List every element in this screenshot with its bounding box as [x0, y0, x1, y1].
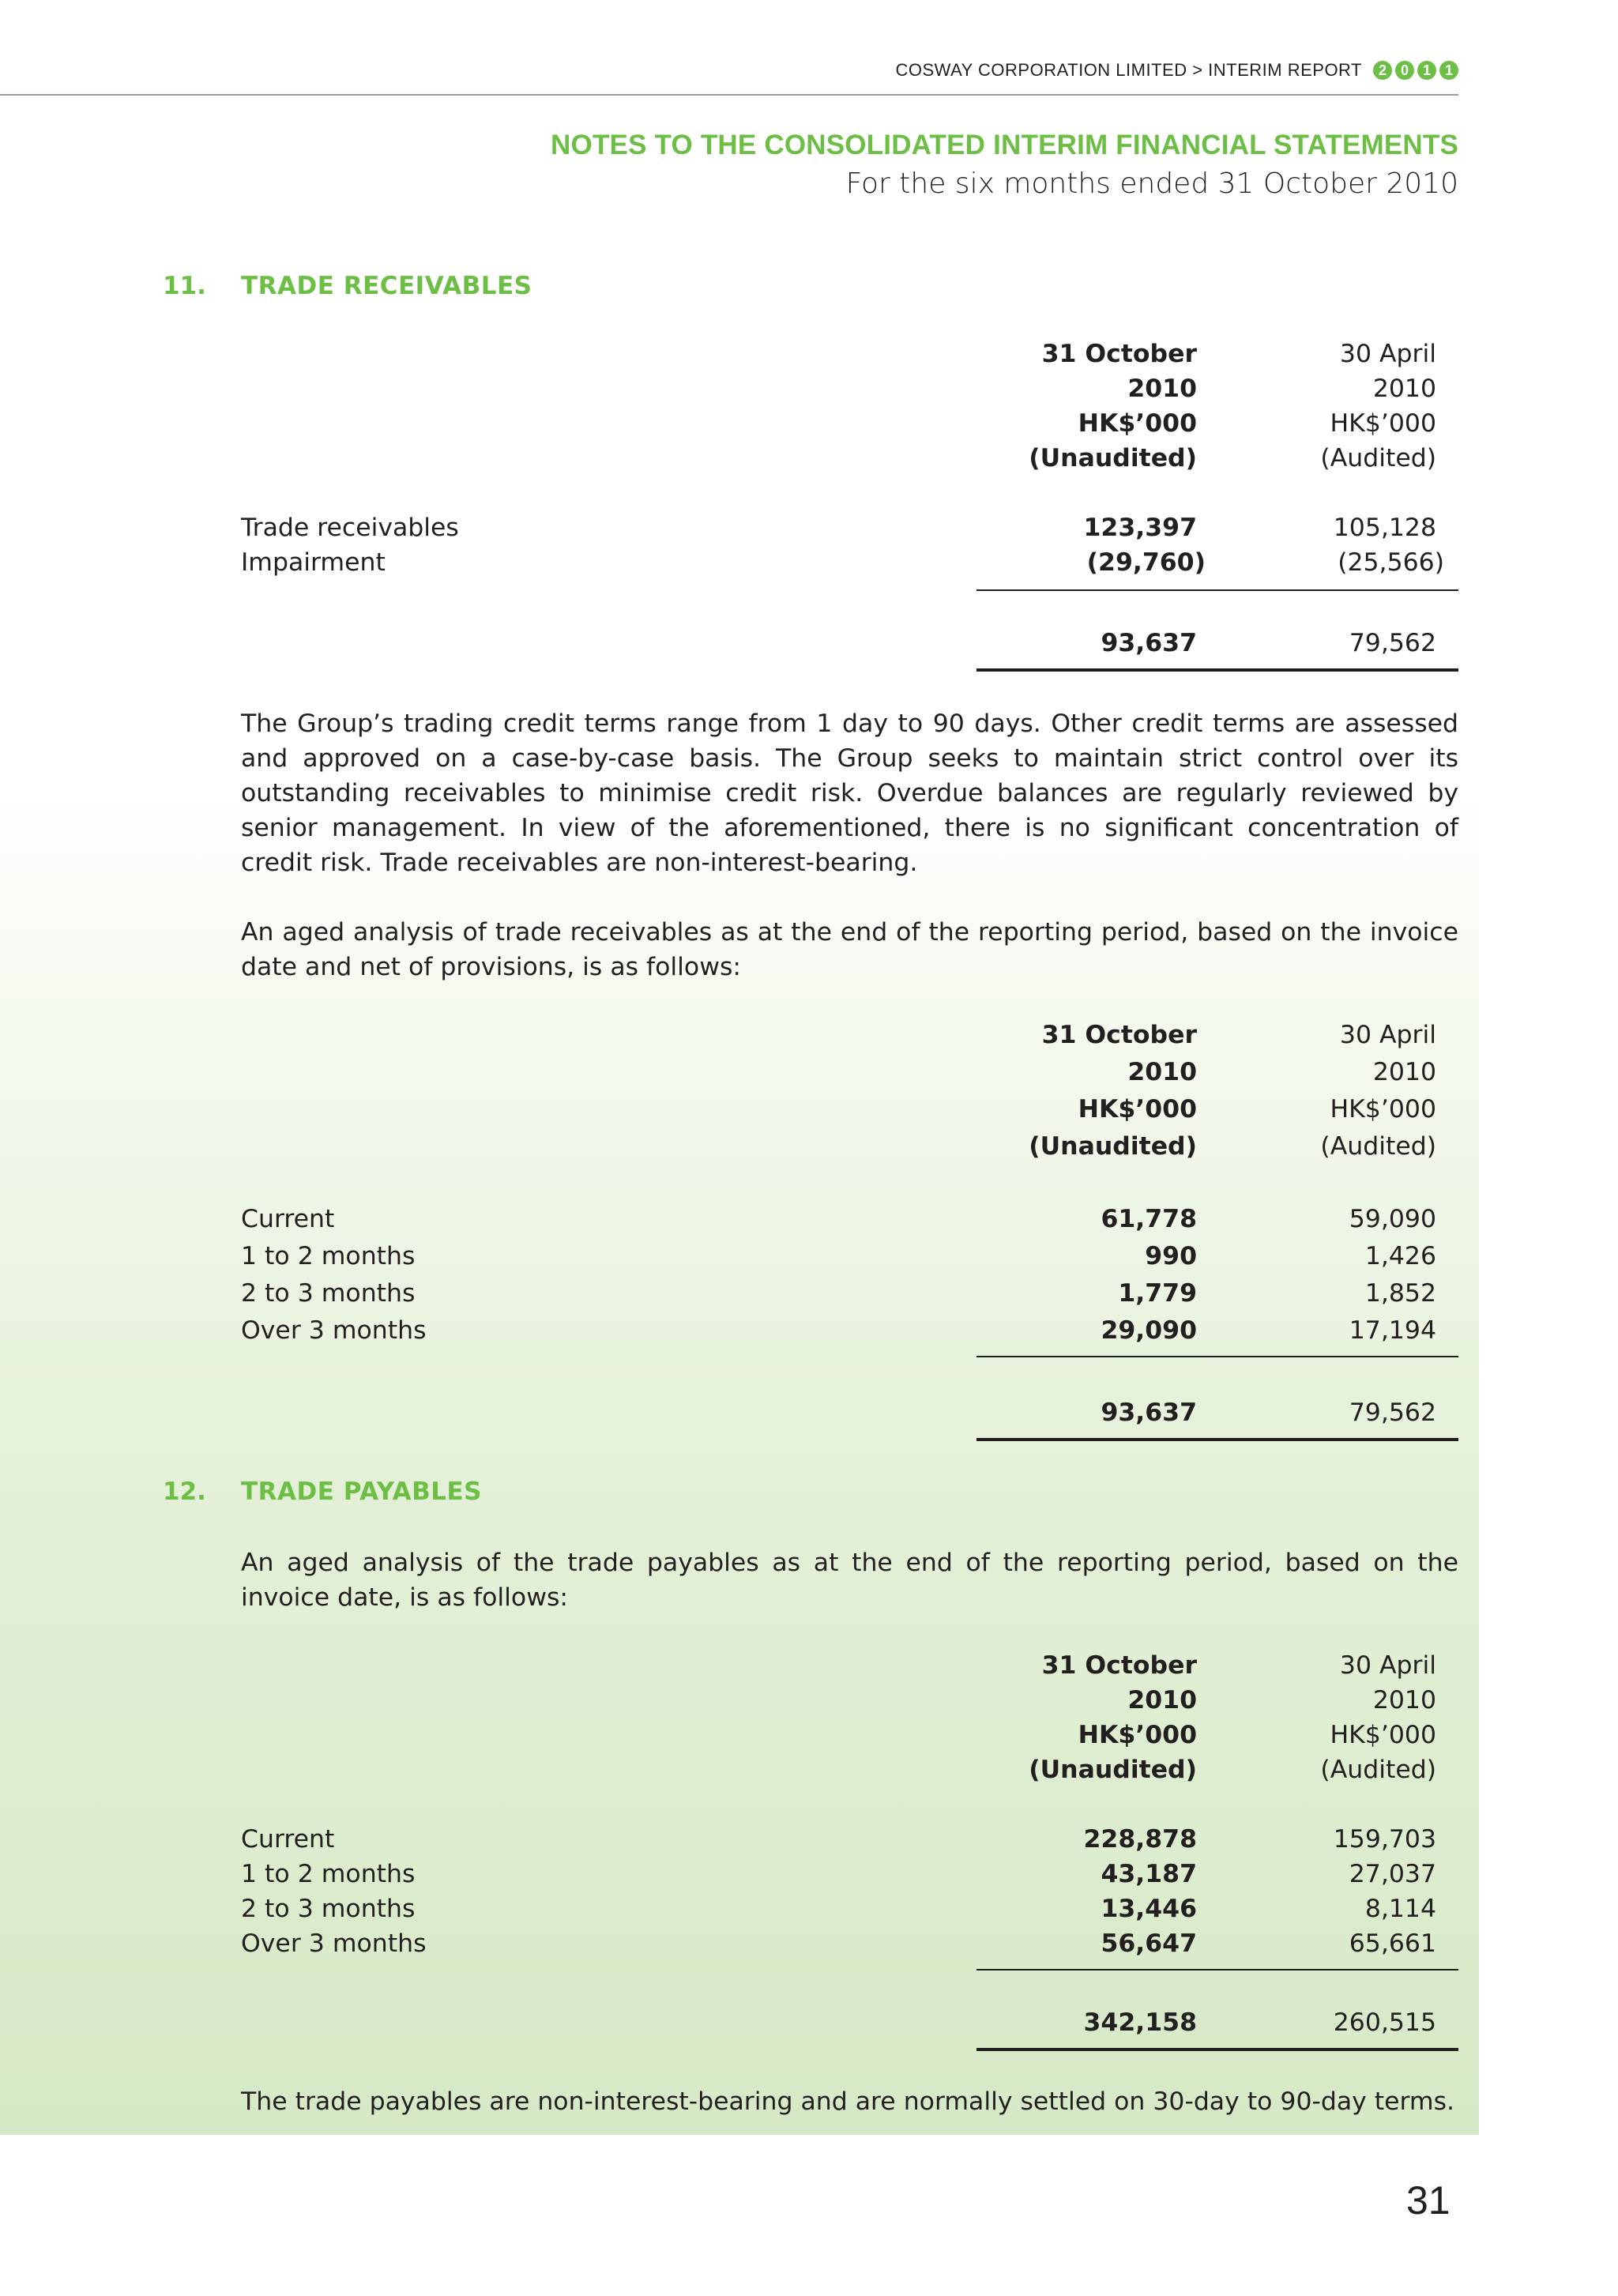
col2-header: (Audited) — [1320, 1132, 1436, 1161]
year-digit-badge: 2 — [1373, 61, 1392, 80]
table-header-row — [241, 1058, 1458, 1093]
year-digit-badge: 1 — [1417, 61, 1436, 80]
table-total-row — [241, 629, 1458, 664]
paragraph: An aged analysis of trade receivables as at the end of the reporting period, based on the invoice date and net of provisions, is as follows: — [241, 918, 1458, 981]
header-rule — [0, 94, 1458, 96]
col1-header: 2010 — [1127, 1686, 1197, 1714]
total-col2: 79,562 — [1349, 1398, 1436, 1427]
total-col1: 342,158 — [1083, 2008, 1197, 2037]
col1-header: 31 October — [1041, 340, 1197, 368]
col1-header: 31 October — [1041, 1021, 1197, 1049]
row-label: Trade receivables — [241, 514, 459, 542]
col1-header: HK$’000 — [1078, 409, 1197, 438]
note-11-number: 11. — [163, 272, 206, 300]
row-value-col2: 159,703 — [1333, 1825, 1436, 1854]
col1-header: (Unaudited) — [1029, 1756, 1197, 1784]
table-row — [241, 1205, 1458, 1240]
paragraph: The Group’s trading credit terms range from 1 day to 90 days. Other credit terms are assessed and approved on a case-by-case basis. The Group seeks to maintain strict control over its outstanding receivables to minimise credit risk. Overdue balances are regularly reviewed by senior management. In view of the aforementioned, there is no significant concentration of credit risk. Trade receivables are non-interest-bearing. — [241, 710, 1458, 877]
row-value-col2: 27,037 — [1349, 1860, 1436, 1888]
row-label: 2 to 3 months — [241, 1895, 416, 1923]
page-number: 31 — [1406, 2178, 1451, 2223]
row-value-col1: 228,878 — [1083, 1825, 1197, 1854]
table-header-row — [241, 1132, 1458, 1167]
table-header-row — [241, 1756, 1458, 1790]
row-value-col2: 1,852 — [1364, 1279, 1436, 1308]
row-value-col2: (25,566) — [1338, 548, 1444, 577]
row-label: Current — [241, 1205, 335, 1233]
col1-header: HK$’000 — [1078, 1095, 1197, 1124]
table-header-row — [241, 1721, 1458, 1756]
total-col2: 79,562 — [1349, 629, 1436, 657]
year-badges — [1373, 61, 1458, 80]
col2-header: HK$’000 — [1330, 409, 1436, 438]
col2-header: (Audited) — [1320, 1756, 1436, 1784]
paragraph: An aged analysis of the trade payables as at the end of the reporting period, based on the invoice date, is as follows: — [241, 1549, 1458, 1612]
col1-header: (Unaudited) — [1029, 444, 1197, 472]
table-header-row — [241, 340, 1458, 375]
total-col1: 93,637 — [1101, 629, 1197, 657]
row-value-col1: 43,187 — [1101, 1860, 1197, 1888]
row-value-col1: (29,760) — [1086, 548, 1206, 577]
running-header — [895, 60, 1458, 81]
paragraph: The trade payables are non-interest-bearing and are normally settled on 30-day to 90-day terms. — [241, 2087, 1455, 2116]
col2-header: (Audited) — [1320, 444, 1436, 472]
row-label: Current — [241, 1825, 335, 1854]
total-rule — [976, 2048, 1458, 2051]
row-label: Over 3 months — [241, 1929, 427, 1958]
subtotal-rule — [976, 589, 1458, 591]
col1-header: (Unaudited) — [1029, 1132, 1197, 1161]
table-row — [241, 1316, 1458, 1351]
table-row — [241, 1895, 1458, 1929]
col2-header: 30 April — [1339, 1021, 1436, 1049]
col1-header: 2010 — [1127, 375, 1197, 403]
row-value-col2: 8,114 — [1364, 1895, 1436, 1923]
col1-header: HK$’000 — [1078, 1721, 1197, 1749]
running-title: COSWAY CORPORATION LIMITED > INTERIM REPORT — [895, 60, 1362, 80]
table-total-row — [241, 1398, 1458, 1433]
row-label: 2 to 3 months — [241, 1279, 416, 1308]
table-header-row — [241, 1651, 1458, 1686]
table-row — [241, 1279, 1458, 1314]
row-value-col2: 59,090 — [1349, 1205, 1436, 1233]
table-header-row — [241, 409, 1458, 444]
total-rule — [976, 668, 1458, 672]
row-value-col2: 17,194 — [1349, 1316, 1436, 1345]
row-value-col2: 105,128 — [1333, 514, 1436, 542]
col1-header: 2010 — [1127, 1058, 1197, 1086]
col2-header: HK$’000 — [1330, 1095, 1436, 1124]
row-value-col2: 1,426 — [1364, 1242, 1436, 1270]
col2-header: 30 April — [1339, 1651, 1436, 1680]
table-row — [241, 548, 1458, 583]
note-11-title: TRADE RECEIVABLES — [241, 272, 532, 300]
row-value-col1: 123,397 — [1083, 514, 1197, 542]
col2-header: HK$’000 — [1330, 1721, 1436, 1749]
subtotal-rule — [976, 1356, 1458, 1357]
row-label: 1 to 2 months — [241, 1860, 416, 1888]
row-value-col1: 56,647 — [1101, 1929, 1197, 1958]
row-value-col1: 61,778 — [1101, 1205, 1197, 1233]
subtotal-rule — [976, 1969, 1458, 1970]
total-col2: 260,515 — [1333, 2008, 1436, 2037]
note-12-number: 12. — [163, 1477, 206, 1506]
table-header-row — [241, 444, 1458, 479]
table-header-row — [241, 1095, 1458, 1130]
row-label: Impairment — [241, 548, 386, 577]
table-header-row — [241, 1686, 1458, 1721]
row-value-col2: 65,661 — [1349, 1929, 1436, 1958]
row-label: Over 3 months — [241, 1316, 427, 1345]
table-row — [241, 1242, 1458, 1277]
table-row — [241, 1825, 1458, 1860]
year-digit-badge: 0 — [1395, 61, 1414, 80]
col2-header: 2010 — [1372, 1686, 1436, 1714]
total-col1: 93,637 — [1101, 1398, 1197, 1427]
table-row — [241, 514, 1458, 548]
table-header-row — [241, 375, 1458, 409]
section-subtitle: For the six months ended 31 October 2010 — [845, 167, 1458, 200]
table-row — [241, 1860, 1458, 1895]
table-row — [241, 1929, 1458, 1964]
section-heading: NOTES TO THE CONSOLIDATED INTERIM FINANCIAL STATEMENTS — [551, 130, 1458, 160]
table-total-row — [241, 2008, 1458, 2043]
row-value-col1: 990 — [1145, 1242, 1197, 1270]
row-value-col1: 1,779 — [1118, 1279, 1197, 1308]
row-label: 1 to 2 months — [241, 1242, 416, 1270]
col2-header: 2010 — [1372, 1058, 1436, 1086]
table-header-row — [241, 1021, 1458, 1056]
total-rule — [976, 1438, 1458, 1441]
col1-header: 31 October — [1041, 1651, 1197, 1680]
row-value-col1: 13,446 — [1101, 1895, 1197, 1923]
row-value-col1: 29,090 — [1101, 1316, 1197, 1345]
year-digit-badge: 1 — [1439, 61, 1458, 80]
note-12-title: TRADE PAYABLES — [241, 1477, 482, 1506]
col2-header: 30 April — [1339, 340, 1436, 368]
col2-header: 2010 — [1372, 375, 1436, 403]
